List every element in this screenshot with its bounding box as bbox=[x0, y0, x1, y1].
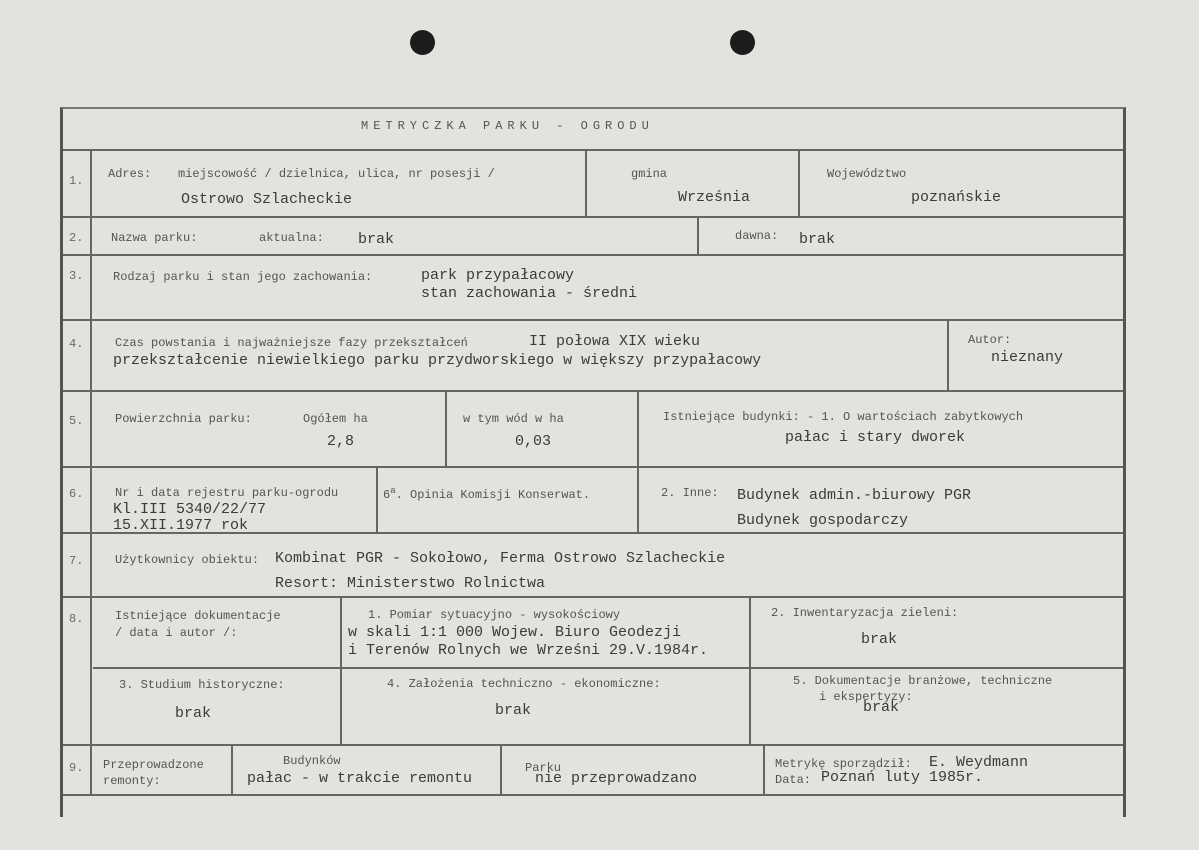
other-buildings-label: 2. Inne: bbox=[661, 486, 719, 500]
former-name-value: brak bbox=[799, 231, 836, 248]
row-number: 3. bbox=[69, 269, 84, 283]
other-building-1: Budynek admin.-biurowy PGR bbox=[737, 487, 972, 504]
buildings-value: pałac i stary dworek bbox=[785, 429, 966, 446]
gmina-label: gmina bbox=[631, 167, 668, 181]
preservation-value: stan zachowania - średni bbox=[421, 285, 638, 302]
renovations-label-2: remonty: bbox=[103, 774, 161, 788]
buildings-renovation-value: pałac - w trakcie remontu bbox=[247, 770, 473, 787]
origin-label: Czas powstania i najważniejsze fazy przekształceń bbox=[115, 336, 468, 350]
voivodeship-value: poznańskie bbox=[911, 189, 1002, 206]
form-title: METRYCZKA PARKU - OGRODU bbox=[361, 119, 654, 133]
former-name-label: dawna: bbox=[735, 229, 779, 243]
author-label: Autor: bbox=[968, 333, 1012, 347]
greenery-inventory-value: brak bbox=[861, 631, 898, 648]
row-number: 2. bbox=[69, 231, 84, 245]
documentation-sublabel: / data i autor /: bbox=[115, 626, 238, 640]
address-sub-label: miejscowość / dzielnica, ulica, nr posesji / bbox=[178, 167, 495, 181]
register-number: Kl.III 5340/22/77 bbox=[113, 501, 267, 518]
voivodeship-label: Województwo bbox=[827, 167, 907, 181]
buildings-label: Istniejące budynki: - 1. O wartościach zabytkowych bbox=[663, 410, 1024, 424]
area-label: Powierzchnia parku: bbox=[115, 412, 252, 426]
park-type-label: Rodzaj parku i stan jego zachowania: bbox=[113, 270, 373, 284]
branch-docs-label-2: i ekspertyzy: bbox=[819, 690, 913, 704]
branch-docs-value: brak bbox=[863, 699, 900, 716]
current-name-value: brak bbox=[358, 231, 395, 248]
row-number: 4. bbox=[69, 337, 84, 351]
transformation-value: przekształcenie niewielkiego parku przydworskiego w większy przypałacowy bbox=[113, 352, 762, 369]
park-renovation-label: Parku bbox=[525, 761, 562, 775]
address-value: Ostrowo Szlacheckie bbox=[181, 191, 353, 208]
register-date: 15.XII.1977 rok bbox=[113, 517, 249, 534]
historical-study-value: brak bbox=[175, 705, 212, 722]
total-area-label: Ogółem ha bbox=[303, 412, 368, 426]
users-label: Użytkownicy obiektu: bbox=[115, 553, 260, 567]
survey-value-1: w skali 1:1 000 Wojew. Biuro Geodezji bbox=[348, 624, 682, 641]
water-area-value: 0,03 bbox=[515, 433, 552, 450]
row-number: 5. bbox=[69, 414, 84, 428]
row-number: 7. bbox=[69, 554, 84, 568]
technical-assumptions-value: brak bbox=[495, 702, 532, 719]
branch-docs-label-1: 5. Dokumentacje branżowe, techniczne bbox=[793, 674, 1053, 688]
total-area-value: 2,8 bbox=[327, 433, 355, 450]
park-type-value: park przypałacowy bbox=[421, 267, 575, 284]
documentation-label: Istniejące dokumentacje bbox=[115, 609, 281, 623]
park-name-label: Nazwa parku: bbox=[111, 231, 198, 245]
users-value: Kombinat PGR - Sokołowo, Ferma Ostrowo Szlacheckie bbox=[275, 550, 726, 567]
address-label: Adres: bbox=[108, 167, 152, 181]
buildings-renovation-label: Budynków bbox=[283, 754, 341, 768]
punch-hole-right bbox=[730, 30, 755, 55]
renovations-label-1: Przeprowadzone bbox=[103, 758, 204, 772]
park-renovation-value: nie przeprowadzano bbox=[535, 770, 698, 787]
punch-hole-left bbox=[410, 30, 435, 55]
author-value: nieznany bbox=[991, 349, 1064, 366]
greenery-inventory-label: 2. Inwentaryzacja zieleni: bbox=[771, 606, 959, 620]
survey-value-2: i Terenów Rolnych we Wrześni 29.V.1984r. bbox=[348, 642, 709, 659]
origin-value: II połowa XIX wieku bbox=[529, 333, 701, 350]
survey-label: 1. Pomiar sytuacyjno - wysokościowy bbox=[368, 608, 621, 622]
technical-assumptions-label: 4. Założenia techniczno - ekonomiczne: bbox=[387, 677, 661, 691]
gmina-value: Września bbox=[678, 189, 751, 206]
row-number: 9. bbox=[69, 761, 84, 775]
historical-study-label: 3. Studium historyczne: bbox=[119, 678, 285, 692]
date-label: Data: bbox=[775, 773, 812, 787]
other-building-2: Budynek gospodarczy bbox=[737, 512, 909, 529]
row-number: 1. bbox=[69, 174, 84, 188]
resort-value: Resort: Ministerstwo Rolnictwa bbox=[275, 575, 546, 592]
prepared-by-label: Metrykę sporządził: bbox=[775, 757, 912, 771]
prepared-by-value: E. Weydmann bbox=[929, 754, 1029, 771]
date-value: Poznań luty 1985r. bbox=[821, 769, 984, 786]
commission-opinion-label: 6$^a$. Opinia Komisji Konserwat. bbox=[383, 486, 591, 502]
row-number: 6. bbox=[69, 487, 84, 501]
register-label: Nr i data rejestru parku-ogrodu bbox=[115, 486, 339, 500]
current-name-label: aktualna: bbox=[259, 231, 324, 245]
water-area-label: w tym wód w ha bbox=[463, 412, 564, 426]
park-record-form bbox=[60, 107, 1126, 817]
row-number: 8. bbox=[69, 612, 84, 626]
